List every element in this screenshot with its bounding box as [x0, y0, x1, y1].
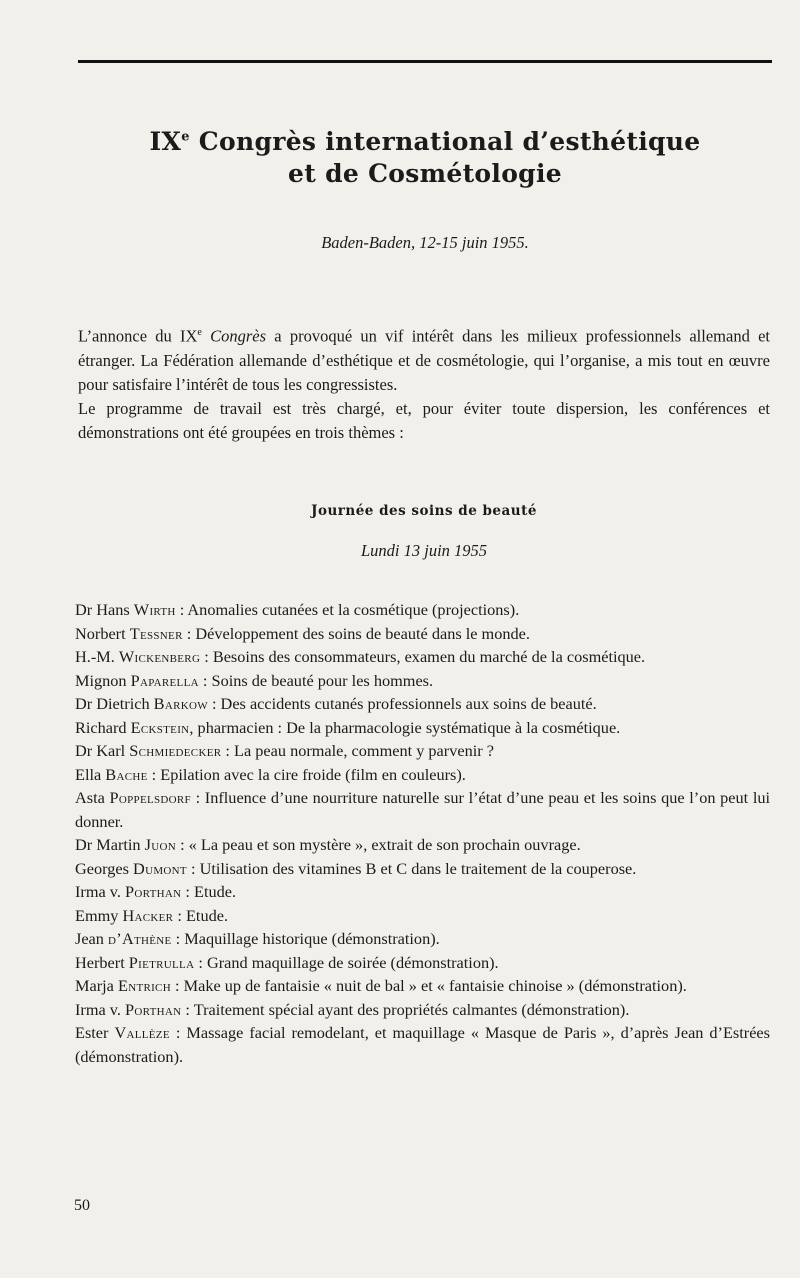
title-line2: et de Cosmétologie — [288, 159, 562, 188]
article-title — [78, 126, 772, 190]
entry-prefix: Mignon — [75, 670, 131, 690]
program-entry — [75, 880, 770, 904]
entry-topic: : Massage facial remodelant, et maquillage « Masque de Paris », d’après Jean d’Estrées (démonstration). — [75, 1023, 770, 1066]
entry-speaker-name: Bache — [105, 764, 148, 784]
program-entry — [75, 763, 770, 787]
top-rule — [78, 60, 772, 63]
entry-topic: : Anomalies cutanées et la cosmétique (projections). — [175, 600, 520, 619]
intro-paragraph-2: Le programme de travail est très chargé, et, pour éviter toute dispersion, les conférences et démonstrations ont été groupées en trois thèmes : — [78, 398, 770, 442]
program-entry — [75, 833, 770, 857]
program-entry — [75, 904, 770, 928]
entry-speaker-name: d’Athène — [108, 929, 172, 948]
entry-topic: , pharmacien : De la pharmacologie systématique à la cosmétique. — [189, 717, 621, 737]
entry-prefix: Richard — [75, 717, 131, 737]
entry-topic: : Influence d’une nourriture naturelle sur l’état d’une peau et les soins que l’on peut lui donner. — [75, 788, 771, 831]
intro-p1-italic: Congrès — [201, 326, 267, 346]
section-date: Lundi 13 juin 1955 — [360, 541, 488, 560]
program-entry — [75, 669, 770, 693]
entry-topic: : « La peau et son mystère », extrait de son prochain ouvrage. — [176, 835, 581, 854]
entry-topic: : Etude. — [181, 882, 237, 901]
entry-prefix: H.-M. — [75, 647, 119, 666]
program-entry — [75, 857, 770, 881]
program-entry — [75, 974, 770, 998]
entry-speaker-name: Vallèze — [114, 1023, 170, 1042]
entry-topic: : Epilation avec la cire froide (film en couleurs). — [147, 764, 466, 784]
entry-topic: : Maquillage historique (démonstration). — [171, 929, 440, 948]
program-entry — [75, 1021, 770, 1068]
section-title: Journée des soins de beauté — [311, 503, 537, 519]
entry-prefix: Marja — [75, 976, 118, 995]
intro-text — [78, 321, 770, 445]
entry-topic: : La peau normale, comment y parvenir ? — [221, 741, 494, 760]
program-list — [75, 598, 770, 1068]
entry-topic: : Etude. — [173, 905, 229, 925]
entry-prefix: Dr Martin — [75, 835, 145, 854]
program-entry — [75, 998, 770, 1022]
entry-topic: : Développement des soins de beauté dans le monde. — [182, 623, 530, 643]
entry-speaker-name: Wirth — [133, 600, 176, 619]
intro-p1-rest: a provoqué un vif intérêt dans les milieux professionnels allemand et étranger. La Fédération allemande d’esthétique et de cosmétologie, qui l’organise, a mis tout en œuvre pour satisfaire l’intérêt de tous les congressistes. — [78, 326, 770, 394]
entry-speaker-name: Dumont — [133, 858, 187, 878]
entry-prefix: Irma v. — [75, 882, 126, 901]
entry-speaker-name: Entrich — [117, 976, 171, 995]
entry-topic: : Grand maquillage de soirée (démonstration). — [194, 952, 499, 972]
title-superscript: e — [181, 129, 190, 145]
entry-prefix: Emmy — [75, 905, 123, 925]
program-entry — [75, 951, 770, 975]
page-number: 50 — [74, 1197, 90, 1214]
entry-prefix: Dr Hans — [75, 600, 134, 619]
entry-prefix: Irma v. — [75, 999, 126, 1019]
title-line1 — [150, 127, 701, 156]
program-entry — [75, 739, 770, 763]
entry-topic: : Make up de fantaisie « nuit de bal » et « fantaisie chinoise » (démonstration). — [170, 976, 687, 995]
entry-speaker-name: Porthan — [125, 882, 182, 901]
entry-topic: : Soins de beauté pour les hommes. — [198, 670, 434, 690]
program-entry — [75, 927, 770, 951]
entry-speaker-name: Paparella — [130, 670, 199, 690]
entry-prefix: Jean — [75, 929, 108, 948]
program-entry — [75, 645, 770, 669]
entry-speaker-name: Tessner — [129, 623, 183, 643]
entry-prefix: Norbert — [75, 623, 130, 643]
entry-prefix: Ella — [75, 764, 106, 784]
entry-speaker-name: Porthan — [125, 999, 182, 1019]
entry-prefix: Georges — [75, 858, 134, 878]
entry-prefix: Asta — [75, 788, 110, 807]
program-entry — [75, 598, 770, 622]
entry-topic: : Utilisation des vitamines B et C dans le traitement de la couperose. — [186, 858, 637, 878]
entry-prefix: Ester — [75, 1023, 115, 1042]
entry-speaker-name: Barkow — [153, 694, 208, 713]
program-entry — [75, 622, 770, 646]
entry-topic: : Traitement spécial ayant des propriétés calmantes (démonstration). — [181, 999, 630, 1019]
program-entry — [75, 716, 770, 740]
entry-speaker-name: Pietrulla — [128, 952, 195, 972]
title-roman-numeral: IX — [149, 127, 182, 156]
entry-speaker-name: Eckstein — [130, 717, 190, 737]
location-date: Baden-Baden, 12-15 juin 1955. — [321, 233, 529, 252]
entry-speaker-name: Hacker — [122, 905, 174, 925]
entry-prefix: Dr Karl — [75, 741, 130, 760]
entry-topic: : Des accidents cutanés professionnels aux soins de beauté. — [207, 694, 597, 713]
entry-speaker-name: Poppelsdorf — [109, 788, 191, 807]
entry-prefix: Dr Dietrich — [75, 694, 154, 713]
program-entry — [75, 786, 770, 833]
intro-paragraph-1 — [78, 321, 770, 397]
title-line1-rest: Congrès international d’esthétique — [189, 127, 701, 156]
entry-speaker-name: Wickenberg — [118, 647, 201, 666]
program-entry — [75, 692, 770, 716]
entry-speaker-name: Schmiedecker — [129, 741, 222, 760]
entry-speaker-name: Juon — [144, 835, 177, 854]
entry-topic: : Besoins des consommateurs, examen du marché de la cosmétique. — [200, 647, 646, 666]
intro-p1-sup: e — [197, 327, 202, 338]
entry-prefix: Herbert — [75, 952, 129, 972]
intro-p1-start: L’annonce du IX — [78, 326, 198, 346]
